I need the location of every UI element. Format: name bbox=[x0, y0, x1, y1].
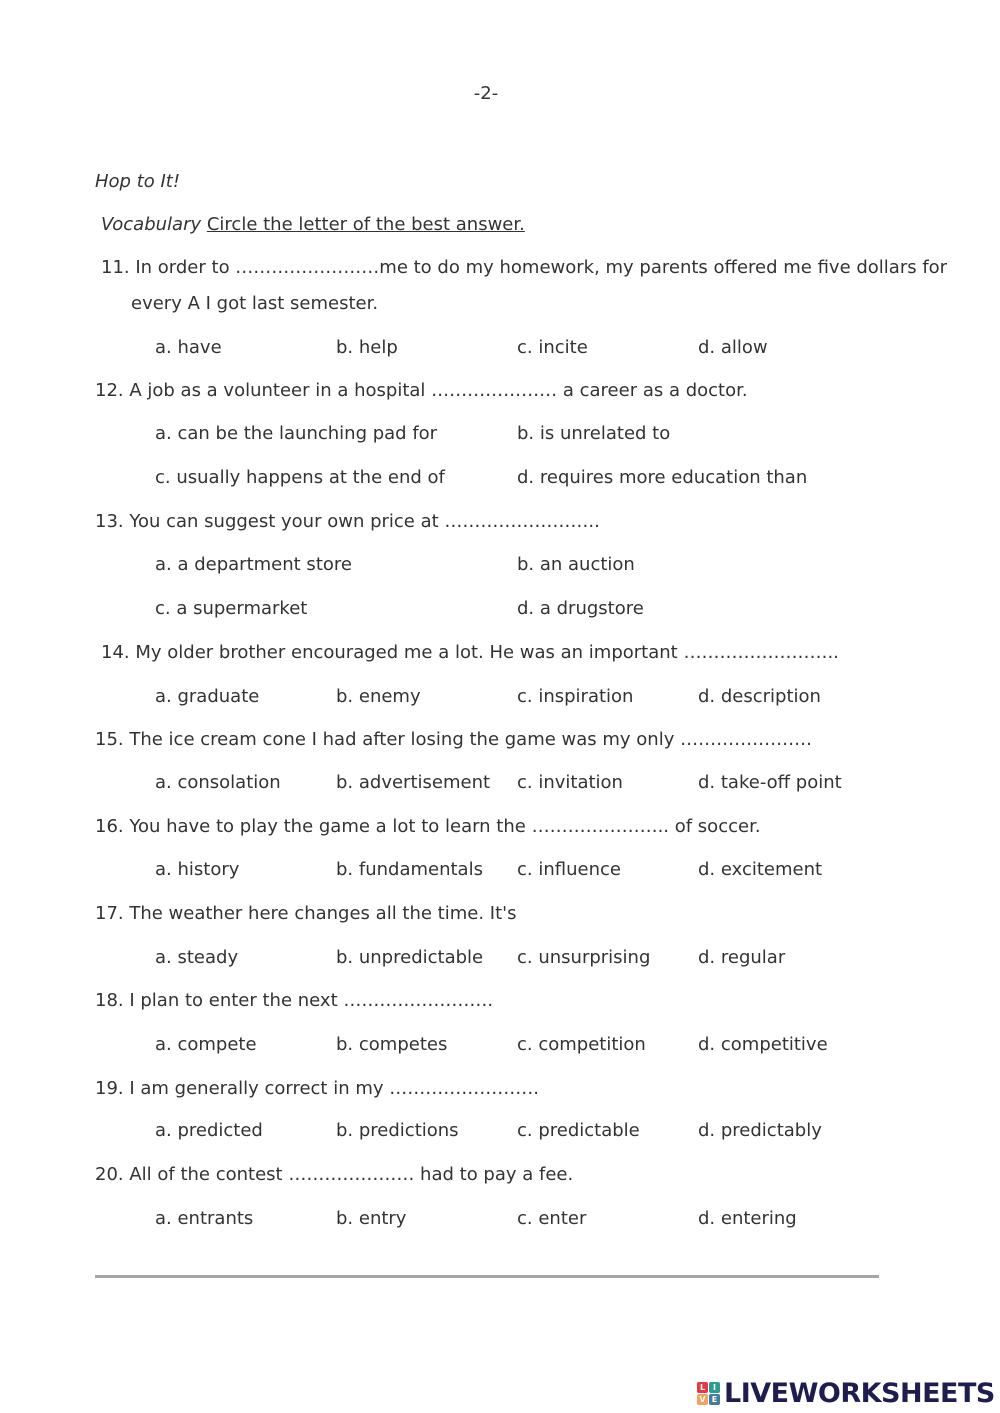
q17-option-d[interactable]: d. regular bbox=[698, 947, 786, 968]
question-14: 14. My older brother encouraged me a lot. He was an important …………………….. bbox=[101, 642, 839, 663]
q18-option-c[interactable]: c. competition bbox=[517, 1034, 646, 1055]
q11-option-a[interactable]: a. have bbox=[155, 337, 222, 358]
instruction-label: Vocabulary bbox=[101, 214, 202, 235]
section-title: Hop to It! bbox=[95, 171, 181, 192]
q19-option-a[interactable]: a. predicted bbox=[155, 1120, 263, 1141]
q12-option-a[interactable]: a. can be the launching pad for bbox=[155, 423, 438, 444]
q16-option-b[interactable]: b. fundamentals bbox=[336, 859, 483, 880]
question-13: 13. You can suggest your own price at …………………….. bbox=[95, 511, 600, 532]
q16-option-d[interactable]: d. excitement bbox=[698, 859, 823, 880]
q13-option-a[interactable]: a. a department store bbox=[155, 554, 352, 575]
q16-option-a[interactable]: a. history bbox=[155, 859, 240, 880]
q19-option-c[interactable]: c. predictable bbox=[517, 1120, 640, 1141]
logo-mark-letter: V bbox=[697, 1394, 708, 1405]
q16-option-c[interactable]: c. influence bbox=[517, 859, 621, 880]
q20-option-d[interactable]: d. entering bbox=[698, 1208, 797, 1229]
q19-option-b[interactable]: b. predictions bbox=[336, 1120, 459, 1141]
q11-option-c[interactable]: c. incite bbox=[517, 337, 588, 358]
q20-option-a[interactable]: a. entrants bbox=[155, 1208, 254, 1229]
question-18: 18. I plan to enter the next ……………………. bbox=[95, 990, 494, 1011]
q20-option-c[interactable]: c. enter bbox=[517, 1208, 587, 1229]
question-11: 11. In order to ……………………me to do my homework, my parents offered me five dollars for bbox=[101, 257, 948, 278]
liveworksheets-logo[interactable] bbox=[697, 1378, 995, 1409]
q15-option-d[interactable]: d. take-off point bbox=[698, 772, 842, 793]
question-16: 16. You have to play the game a lot to learn the ………………….. of soccer. bbox=[95, 816, 761, 837]
q13-option-b[interactable]: b. an auction bbox=[517, 554, 635, 575]
q11-option-b[interactable]: b. help bbox=[336, 337, 398, 358]
instruction-text: Circle the letter of the best answer. bbox=[206, 214, 525, 235]
q12-option-b[interactable]: b. is unrelated to bbox=[517, 423, 671, 444]
q14-option-b[interactable]: b. enemy bbox=[336, 686, 421, 707]
q12-option-d[interactable]: d. requires more education than bbox=[517, 467, 808, 488]
question-17: 17. The weather here changes all the time. It's bbox=[95, 903, 517, 924]
question-20: 20. All of the contest ………………… had to pay a fee. bbox=[95, 1164, 574, 1185]
q18-option-a[interactable]: a. compete bbox=[155, 1034, 257, 1055]
q18-option-d[interactable]: d. competitive bbox=[698, 1034, 828, 1055]
question-15: 15. The ice cream cone I had after losing the game was my only …………………. bbox=[95, 729, 812, 750]
question-11-continued: every A I got last semester. bbox=[131, 293, 379, 314]
logo-mark-letter: E bbox=[709, 1394, 720, 1405]
instruction bbox=[101, 214, 525, 235]
q15-option-b[interactable]: b. advertisement bbox=[336, 772, 491, 793]
q12-option-c[interactable]: c. usually happens at the end of bbox=[155, 467, 445, 488]
question-12: 12. A job as a volunteer in a hospital ………………… a career as a doctor. bbox=[95, 380, 748, 401]
logo-mark-icon bbox=[697, 1382, 720, 1405]
q20-option-b[interactable]: b. entry bbox=[336, 1208, 407, 1229]
q17-option-a[interactable]: a. steady bbox=[155, 947, 239, 968]
q14-option-a[interactable]: a. graduate bbox=[155, 686, 260, 707]
q15-option-c[interactable]: c. invitation bbox=[517, 772, 623, 793]
bottom-divider bbox=[95, 1275, 879, 1278]
q13-option-c[interactable]: c. a supermarket bbox=[155, 598, 308, 619]
page-number: -2- bbox=[473, 83, 499, 104]
q19-option-d[interactable]: d. predictably bbox=[698, 1120, 822, 1141]
q14-option-c[interactable]: c. inspiration bbox=[517, 686, 634, 707]
q11-option-d[interactable]: d. allow bbox=[698, 337, 768, 358]
q15-option-a[interactable]: a. consolation bbox=[155, 772, 281, 793]
logo-text: LIVEWORKSHEETS bbox=[724, 1378, 995, 1409]
question-19: 19. I am generally correct in my ……………………. bbox=[95, 1078, 539, 1099]
logo-mark-letter: L bbox=[697, 1382, 708, 1393]
q13-option-d[interactable]: d. a drugstore bbox=[517, 598, 644, 619]
q17-option-c[interactable]: c. unsurprising bbox=[517, 947, 651, 968]
q18-option-b[interactable]: b. competes bbox=[336, 1034, 448, 1055]
q14-option-d[interactable]: d. description bbox=[698, 686, 821, 707]
logo-mark-letter: I bbox=[709, 1382, 720, 1393]
q17-option-b[interactable]: b. unpredictable bbox=[336, 947, 484, 968]
